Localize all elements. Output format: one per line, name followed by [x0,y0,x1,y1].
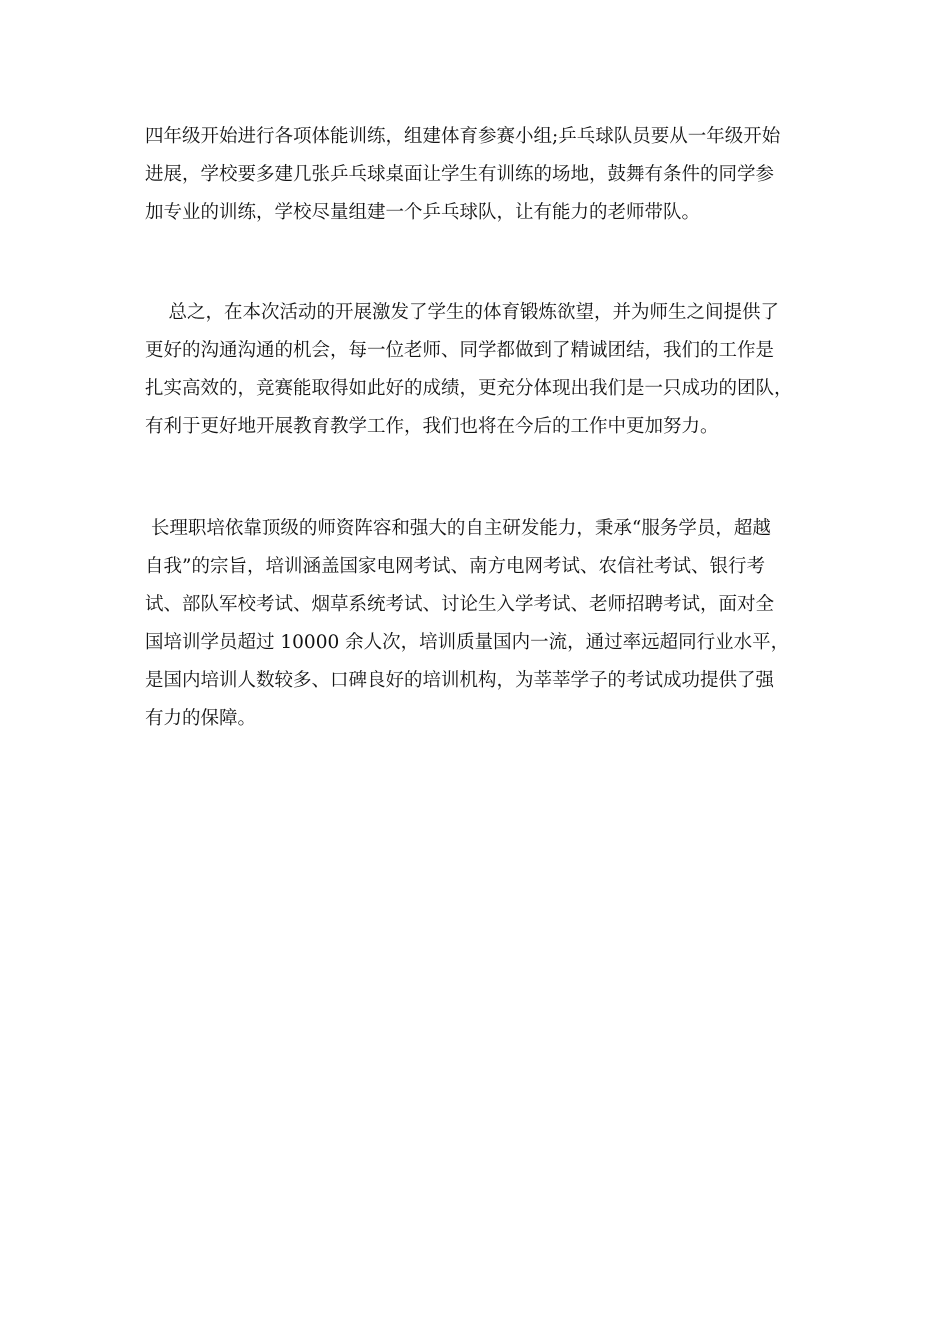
text-line: 是国内培训人数较多、口碑良好的培训机构，为莘莘学子的考试成功提供了强 [145,670,775,691]
text-line: 进展，学校要多建几张乒乓球桌面让学生有训练的场地，鼓舞有条件的同学参 [145,164,775,185]
text-line: 四年级开始进行各项体能训练，组建体育参赛小组;乒乓球队员要从一年级开始 [145,126,781,147]
paragraph-training-plan [145,118,810,232]
text-line: 扎实高效的，竞赛能取得如此好的成绩，更充分体现出我们是一只成功的团队， [145,378,793,399]
text-line: 总之，在本次活动的开展激发了学生的体育锻炼欲望，并为师生之间提供了 [145,302,780,323]
text-line: 加专业的训练，学校尽量组建一个乒乓球队，让有能力的老师带队。 [145,202,701,223]
text-line: 长理职培依靠顶级的师资阵容和强大的自主研发能力，秉承“服务学员，超越 [145,518,771,539]
text-line: 有力的保障。 [145,708,257,729]
paragraph-summary [145,294,810,446]
text-line: 试、部队军校考试、烟草系统考试、讨论生入学考试、老师招聘考试，面对全 [145,594,775,615]
text-line: 更好的沟通沟通的机会，每一位老师、同学都做到了精诚团结，我们的工作是 [145,340,775,361]
text-line: 有利于更好地开展教育教学工作，我们也将在今后的工作中更加努力。 [145,416,719,437]
text-line: 国培训学员超过 10000 余人次，培训质量国内一流，通过率远超同行业水平， [145,632,790,653]
paragraph-advertisement [145,510,810,738]
text-line: 自我”的宗旨，培训涵盖国家电网考试、南方电网考试、农信社考试、银行考 [145,556,765,577]
